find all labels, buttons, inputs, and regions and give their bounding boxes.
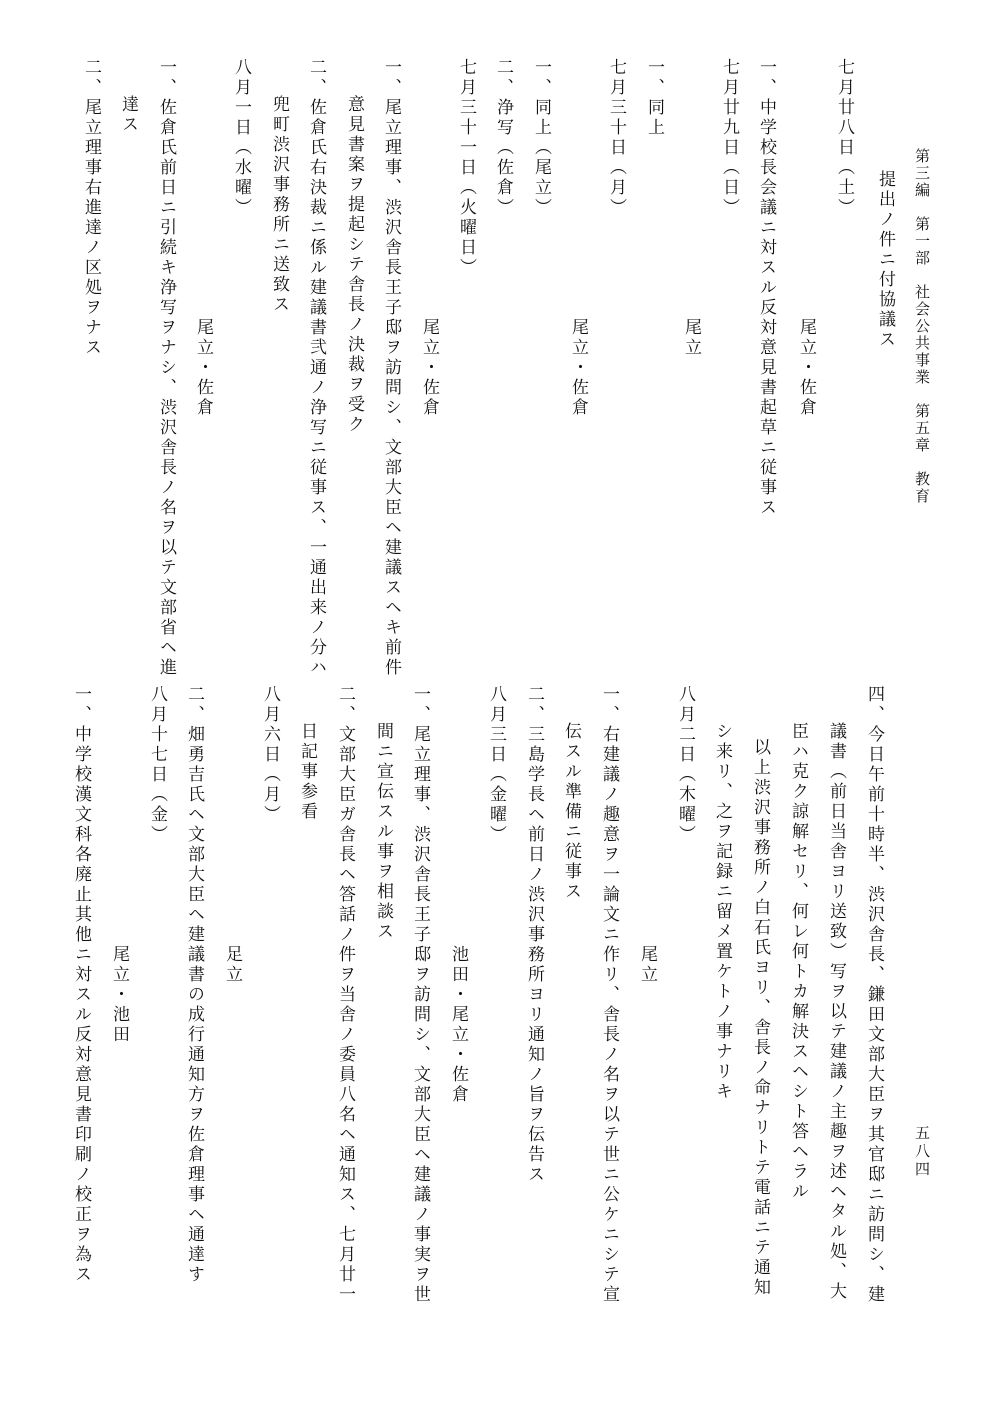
text-line: 二、文部大臣ガ舎長ヘ答話ノ件ヲ当舎ノ委員八名ヘ通知ス、七月廿一 bbox=[335, 685, 355, 1305]
text-line: 一、同上（尾立） bbox=[531, 58, 551, 218]
date-heading: 七月三十一日（火曜日） bbox=[456, 58, 476, 278]
page-number: 五八四 bbox=[913, 1125, 931, 1179]
attendees: 尾立・佐倉 bbox=[419, 318, 439, 418]
attendees: 足立 bbox=[222, 945, 242, 985]
text-line: 四、今日午前十時半、渋沢舎長、鎌田文部大臣ヲ其官邸ニ訪問シ、建 bbox=[864, 685, 884, 1305]
text-line: 意見書案ヲ提起シテ舎長ノ決裁ヲ受ク bbox=[344, 95, 364, 435]
attendees: 池田・尾立・佐倉 bbox=[448, 945, 468, 1105]
text-line: 議書（前日当舎ヨリ送致）写ヲ以テ建議ノ主趣ヲ述ヘタル処、大 bbox=[826, 722, 846, 1302]
date-heading: 八月三日（金曜） bbox=[486, 685, 506, 845]
running-title: 第三編 第一部 社会公共事業 第五章 教育 bbox=[913, 148, 931, 505]
attendees: 尾立・佐倉 bbox=[796, 318, 816, 418]
text-line: 間ニ宣伝スル事ヲ相談ス bbox=[373, 722, 393, 942]
text-line: 日記事参看 bbox=[297, 722, 317, 822]
text-line: 一、中学校漢文科各廃止其他ニ対スル反対意見書印刷ノ校正ヲ為ス bbox=[71, 685, 91, 1285]
text-line: 一、中学校長会議ニ対スル反対意見書起草ニ従事ス bbox=[756, 58, 776, 518]
text-line: 二、浄写（佐倉） bbox=[493, 58, 513, 218]
attendees: 尾立 bbox=[681, 318, 701, 358]
text-line: 臣ハ克ク諒解セリ、何レ何トカ解決スヘシト答ヘラル bbox=[788, 722, 808, 1202]
text-line: 伝スル準備ニ従事ス bbox=[561, 722, 581, 902]
text-line: 二、佐倉氏右決裁ニ係ル建議書弐通ノ浄写ニ従事ス、一通出来ノ分ハ bbox=[306, 58, 326, 678]
date-heading: 八月一日（水曜） bbox=[231, 58, 251, 218]
text-line: 一、尾立理事、渋沢舎長王子邸ヲ訪問シ、文部大臣ヘ建議ノ事実ヲ世 bbox=[410, 685, 430, 1305]
date-heading: 八月二日（木曜） bbox=[675, 685, 695, 845]
text-line: 達ス bbox=[118, 95, 138, 135]
text-line: 一、右建議ノ趣意ヲ一論文ニ作リ、舎長ノ名ヲ以テ世ニ公ケニシテ宣 bbox=[599, 685, 619, 1305]
text-line: 二、三島学長ヘ前日ノ渋沢事務所ヨリ通知ノ旨ヲ伝告ス bbox=[524, 685, 544, 1185]
text-line: 一、佐倉氏前日ニ引続キ浄写ヲナシ、渋沢舎長ノ名ヲ以テ文部省ヘ進 bbox=[156, 58, 176, 678]
text-line: 二、尾立理事右進達ノ区処ヲナス bbox=[81, 58, 101, 358]
text-line: 兜町渋沢事務所ニ送致ス bbox=[269, 95, 289, 315]
text-line: シ来リ、之ヲ記録ニ留メ置ケトノ事ナリキ bbox=[712, 722, 732, 1102]
attendees: 尾立・池田 bbox=[109, 945, 129, 1045]
date-heading: 七月廿八日（土） bbox=[834, 58, 854, 218]
date-heading: 八月十七日（金） bbox=[147, 685, 167, 845]
text-line: 二、畑勇吉氏ヘ文部大臣ヘ建議書の成行通知方ヲ佐倉理事ヘ通達す bbox=[184, 685, 204, 1285]
date-heading: 八月六日（月） bbox=[260, 685, 280, 825]
date-heading: 七月廿九日（日） bbox=[719, 58, 739, 218]
text-line: 一、尾立理事、渋沢舎長王子邸ヲ訪問シ、文部大臣ヘ建議スヘキ前件 bbox=[381, 58, 401, 678]
attendees: 尾立・佐倉 bbox=[193, 318, 213, 418]
attendees: 尾立・佐倉 bbox=[568, 318, 588, 418]
attendees: 尾立 bbox=[637, 945, 657, 985]
text-line: 以上渋沢事務所ノ白石氏ヨリ、舎長ノ命ナリトテ電話ニテ通知 bbox=[750, 738, 770, 1298]
date-heading: 七月三十日（月） bbox=[606, 58, 626, 218]
text-line: 提出ノ件ニ付協議ス bbox=[875, 170, 895, 350]
text-line: 一、同上 bbox=[644, 58, 664, 138]
